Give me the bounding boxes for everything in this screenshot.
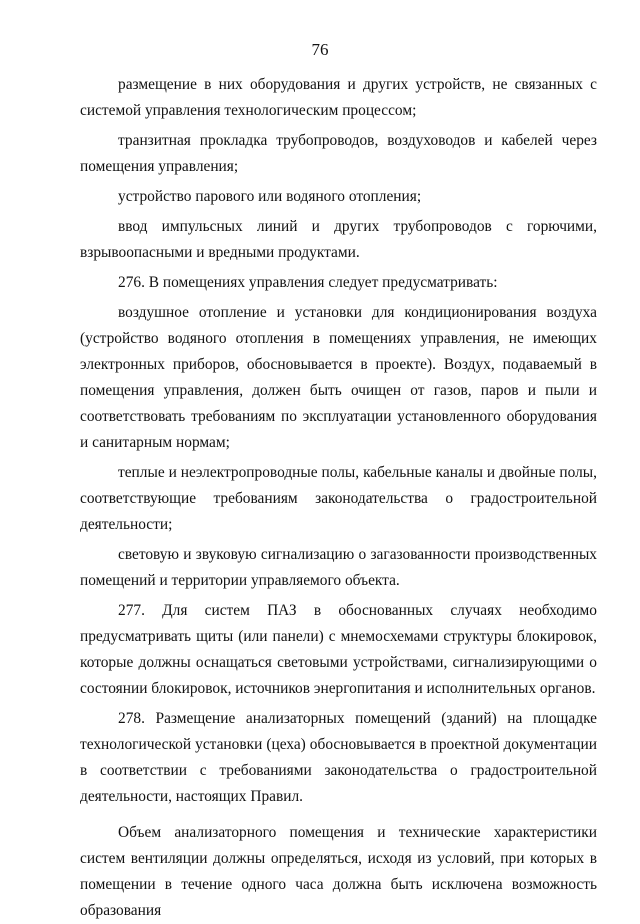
paragraph: Объем анализаторного помещения и технические характеристики систем вентиляции должны определяться, исходя из условий, при которых в помещении в течение одного часа должна быть исключена возможность образования	[80, 824, 597, 919]
paragraph: световую и звуковую сигнализацию о загазованности производственных помещений и территории управляемого объекта.	[80, 546, 597, 589]
paragraph: 276. В помещениях управления следует предусматривать:	[118, 274, 498, 291]
paragraph: воздушное отопление и установки для кондиционирования воздуха (устройство водяного отопления в помещениях управления, не имеющих электронных приборов, обосновывается в проекте). Воздух, подаваемый в помещения управления, должен быть очищен от газов, паров и пыли и соответствовать требованиям по эксплуатации установленного оборудования и санитарным нормам;	[80, 304, 597, 451]
paragraph: транзитная прокладка трубопроводов, воздуховодов и кабелей через помещения управления;	[80, 132, 597, 175]
paragraph: размещение в них оборудования и других устройств, не связанных с системой управления технологическим процессом;	[80, 76, 597, 119]
paragraph: теплые и неэлектропроводные полы, кабельные каналы и двойные полы, соответствующие требованиям законодательства о градостроительной деятельности;	[80, 464, 597, 533]
paragraph: устройство парового или водяного отопления;	[118, 188, 422, 205]
paragraph: ввод импульсных линий и других трубопроводов с горючими, взрывоопасными и вредными продуктами.	[80, 218, 597, 261]
page-number: 76	[311, 40, 329, 59]
paragraph: 278. Размещение анализаторных помещений (зданий) на площадке технологической установки (цеха) обосновывается в проектной документации в соответствии с требованиями законодательства о градостроительной деятельности, настоящих Правил.	[80, 710, 597, 805]
document-body	[80, 72, 597, 924]
paragraph: 277. Для систем ПАЗ в обоснованных случаях необходимо предусматривать щиты (или панели) с мнемосхемами структуры блокировок, которые должны оснащаться световыми устройствами, сигнализирующими о состоянии блокировок, источников энергопитания и исполнительных органов.	[80, 602, 597, 697]
